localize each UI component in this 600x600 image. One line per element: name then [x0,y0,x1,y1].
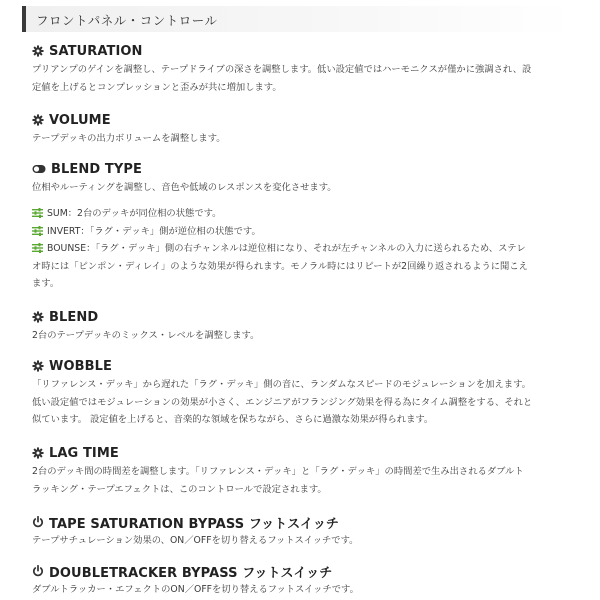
list-item [32,240,562,293]
heading-text: BLEND TYPE [51,161,142,177]
gear-icon [32,360,44,372]
list-item-text: オ時には「ピンポン・ディレイ」のような効果が得られます。モノラル時にはリピートが2回繰り返されるように聞こえ [32,260,528,272]
volume-heading [32,111,580,129]
heading-text: SATURATION [49,43,143,59]
power-icon [32,565,44,577]
description-line: 低い設定値ではモジュレーションの効果が小さく、エンジニアがフランジング効果を得る為にタイム調整をする、それと [32,396,533,408]
description-line: 「リファレンス・デッキ」から遅れた「ラグ・デッキ」側の音に、ランダムなスピードのモジュレーションを加えます。 [32,379,531,390]
toggle-icon [32,163,46,175]
description [32,376,580,429]
description [32,463,580,498]
gear-icon [32,114,44,126]
description-line: 位相やルーティングを調整し、音色や低域のレスポンスを変化させます。 [32,182,337,193]
power-icon [32,516,44,528]
wobble-section [32,357,580,429]
description-line: 2台のデッキ間の時間差を調整します。「リファレンス・デッキ」と「ラグ・デッキ」の時間差で生み出されるダブルト [32,466,524,477]
equalizer-icon [32,226,43,236]
section-header [22,6,574,32]
doubletracker-bypass-section [32,562,580,599]
list-item [32,205,562,223]
blend-type-heading [32,160,580,178]
description [32,532,580,550]
wobble-heading [32,357,580,375]
lag-time-section [32,444,580,498]
description-line: ラッキング・テープエフェクトは、このコントロールで設定されます。 [32,483,327,495]
list-item-text: BOUNSE：「ラグ・デッキ」側の右チャンネルは逆位相になり、それが左チャンネルの入力に送られるため、ステレ [47,243,526,254]
heading-text: BLEND [49,309,99,325]
gear-icon [32,311,44,323]
heading-text: WOBBLE [49,358,112,374]
list-item-text: INVERT：「ラグ・デッキ」側が逆位相の状態です。 [47,225,261,237]
list-item-text: SUM：2台のデッキが同位相の状態です。 [47,208,222,219]
description [32,130,580,148]
volume-section [32,111,580,148]
blend-mode-list [32,205,562,293]
list-item [32,223,562,241]
equalizer-icon [32,208,43,218]
description-line: テープデッキの出力ボリュームを調整します。 [32,133,226,144]
description [32,61,580,96]
saturation-heading [32,42,580,60]
description-line: テープサチュレーション効果の、ON／OFFを切り替えるフットスイッチです。 [32,535,359,546]
blend-type-section [32,160,580,197]
tape-saturation-bypass-heading [32,513,580,531]
page-title: フロントパネル・コントロール [36,13,218,28]
gear-icon [32,447,44,459]
description-line: プリアンプのゲインを調整し、テープドライブの深さを調整します。低い設定値ではハーモニクスが僅かに強調され、設 [32,64,532,75]
description [32,179,580,197]
tape-saturation-bypass-section [32,513,580,550]
blend-section [32,308,580,345]
description-line: ダブルトラッカー・エフェクトのON／OFFを切り替えるフットスイッチです。 [32,584,359,595]
description-line: 定値を上げるとコンプレッションと歪みが共に増加します。 [32,81,282,93]
description [32,327,580,345]
heading-text: VOLUME [49,112,111,128]
lag-time-heading [32,444,580,462]
heading-text: TAPE SATURATION BYPASS フットスイッチ [49,516,340,532]
description-line: 似ています。 設定値を上げると、音楽的な領域を保ちながら、さらに過激な効果が得られます。 [32,414,434,425]
blend-heading [32,308,580,326]
heading-text: LAG TIME [49,445,119,461]
saturation-section [32,42,580,96]
equalizer-icon [32,243,43,253]
doubletracker-bypass-heading [32,562,580,580]
description-line: 2台のテープデッキのミックス・レベルを調整します。 [32,330,260,341]
heading-text: DOUBLETRACKER BYPASS フットスイッチ [49,565,333,581]
gear-icon [32,45,44,57]
list-item-text: ます。 [32,278,60,289]
description [32,581,580,599]
